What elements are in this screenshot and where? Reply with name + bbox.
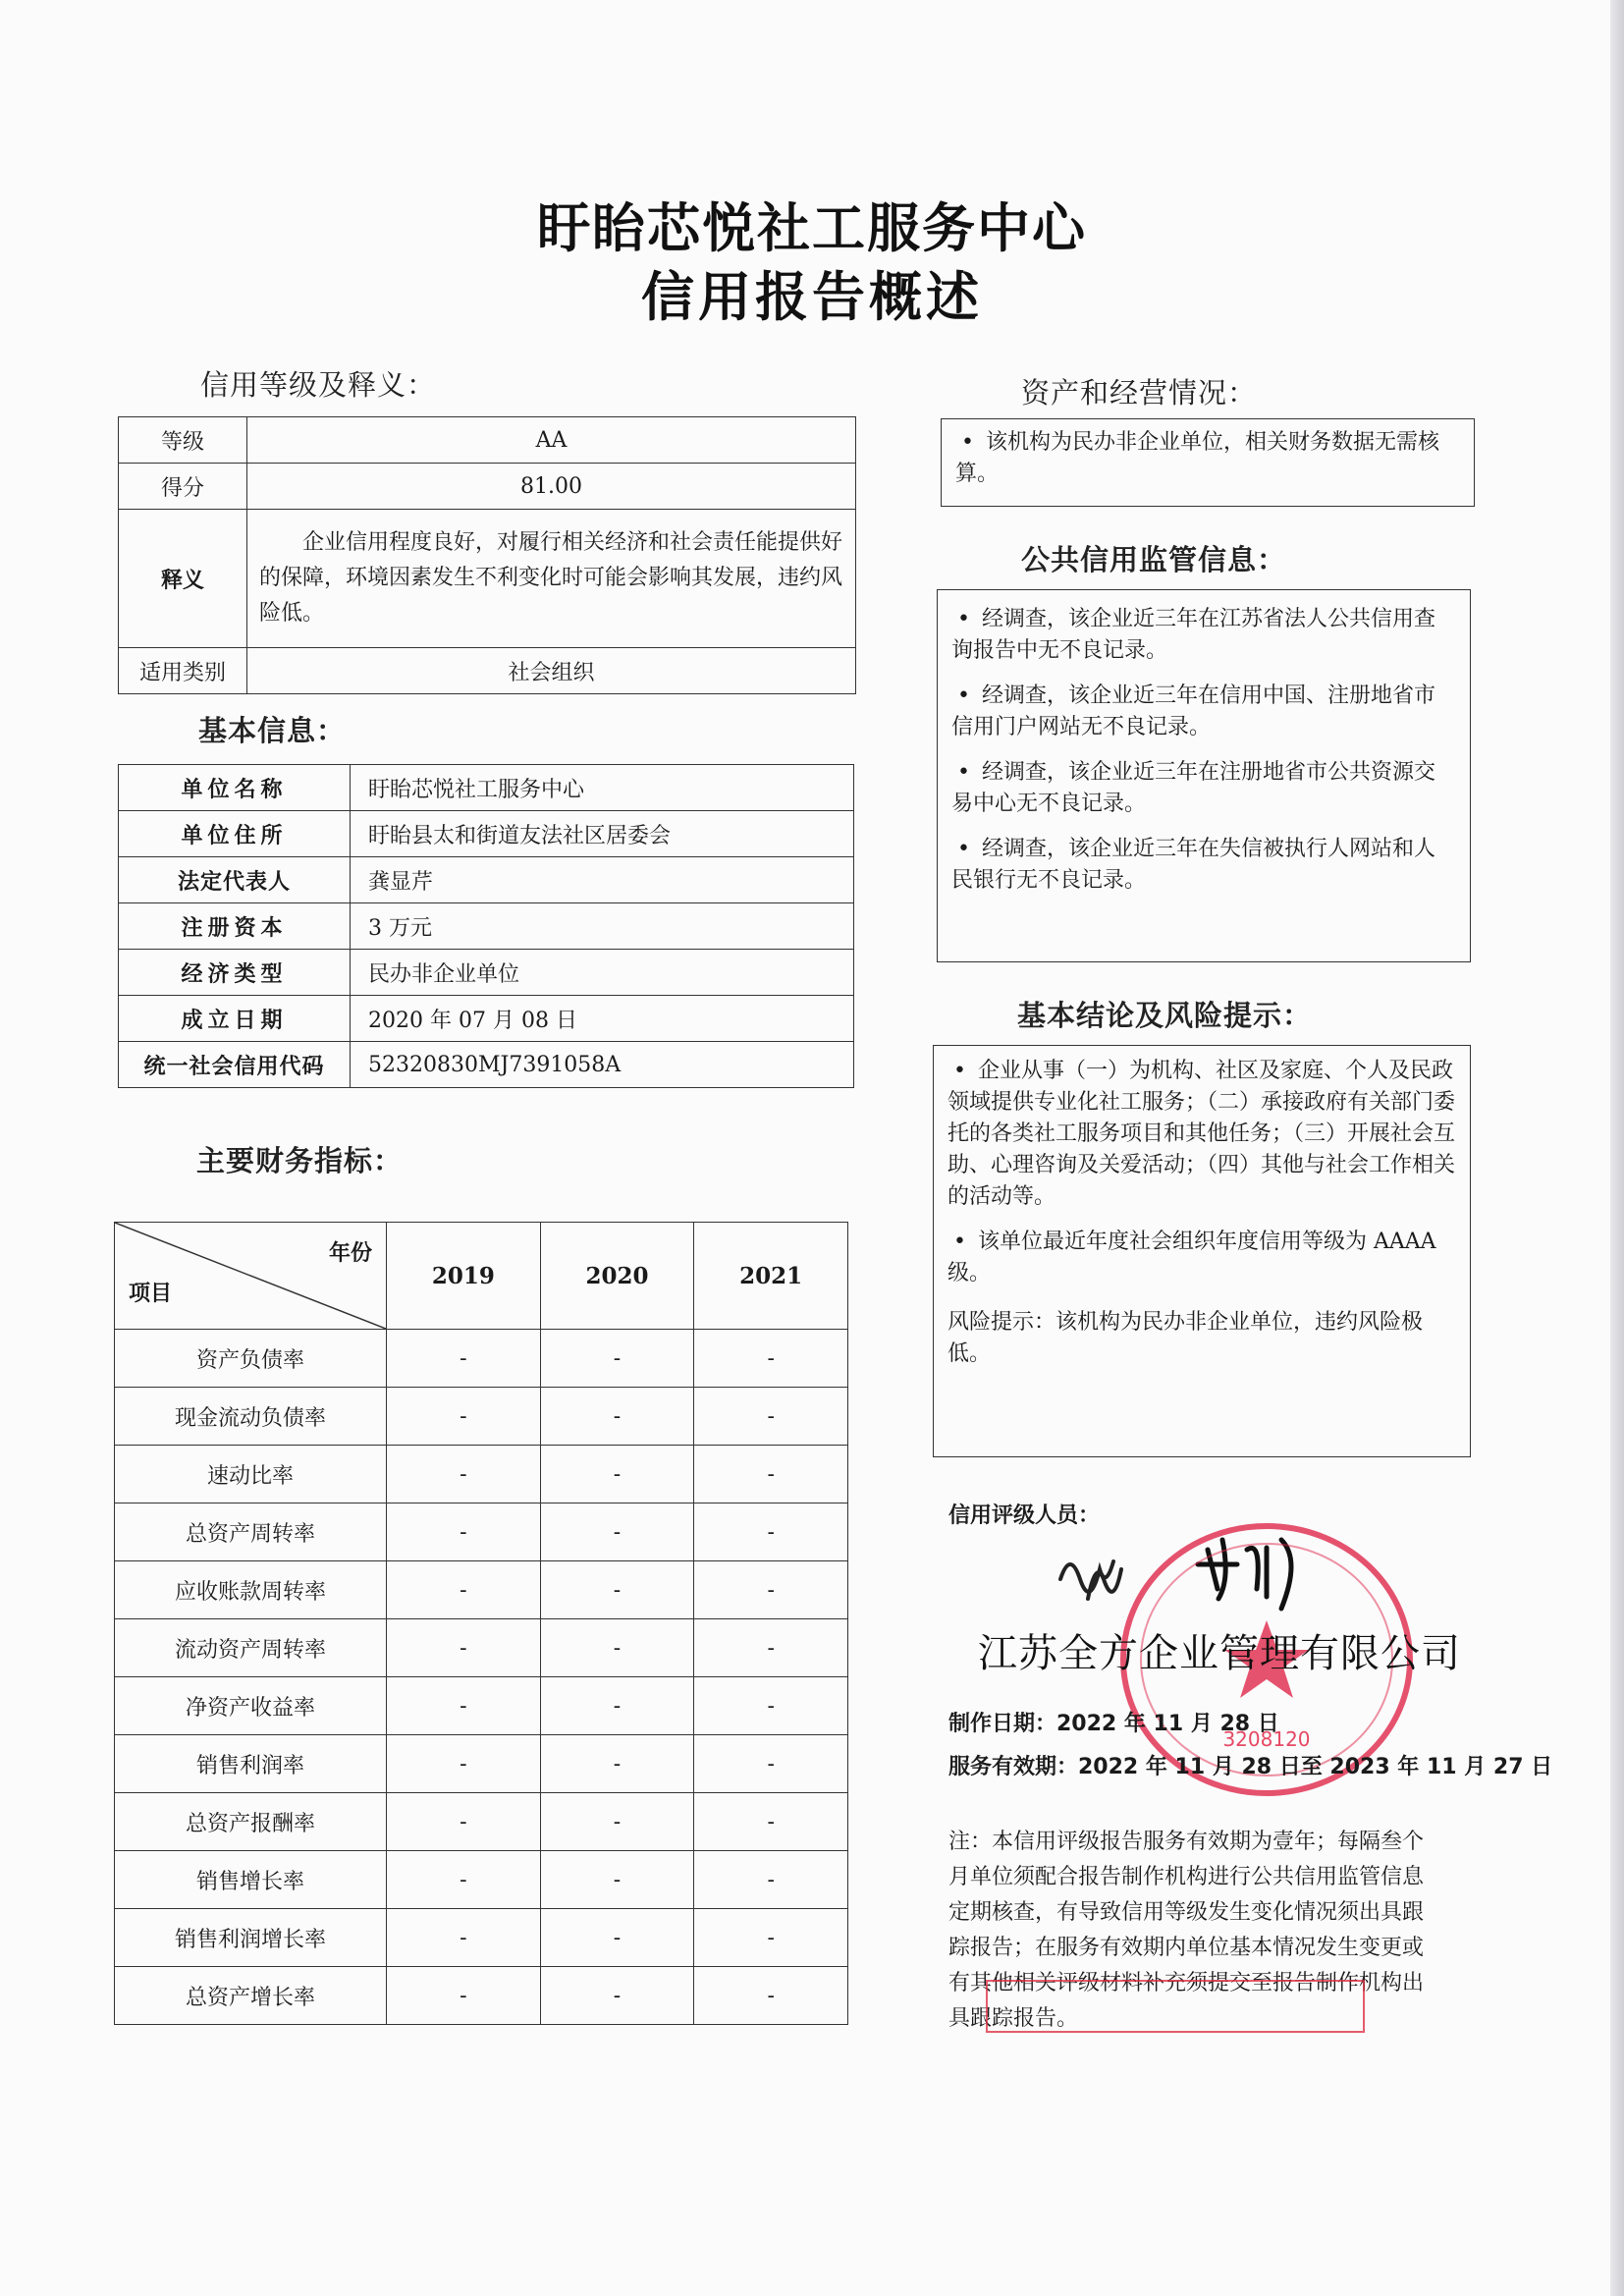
valid-period: 服务有效期：2022 年 11 月 28 日至 2023 年 11 月 27 日 [948,1755,1553,1779]
document-title: 盱眙芯悦社工服务中心 [537,197,1087,259]
indicator-value: - [387,1793,541,1851]
indicator-value: - [540,1388,694,1446]
category-label: 适用类别 [119,648,247,694]
made-date: 制作日期：2022 年 11 月 28 日 [948,1712,1279,1736]
company-name: 江苏全方企业管理有限公司 [978,1631,1461,1676]
indicator-label: 流动资产周转率 [115,1619,387,1677]
assets-box [941,418,1475,507]
indicator-value: - [540,1446,694,1503]
table-row [115,1223,848,1330]
footnote: 注：本信用评级报告服务有效期为壹年；每隔叁个月单位须配合报告制作机构进行公共信用监管信息定期核查，有导致信用等级发生变化情况须出具跟踪报告；在服务有效期内单位基本情况发生变更或有其他相关评级材料补充须提交至报告制作机构出具跟踪报告。 [948,1830,1425,2031]
indicator-value: - [540,1330,694,1388]
indicator-label: 销售利润率 [115,1735,387,1793]
table-row [115,1735,848,1793]
info-label: 法定代表人 [119,857,351,903]
indicator-value: - [387,1330,541,1388]
table-row [115,1619,848,1677]
info-value: 3 万元 [351,903,854,950]
indicator-value: - [694,1735,848,1793]
public-credit-item: • 经调查，该企业近三年在失信被执行人网站和人民银行无不良记录。 [951,834,1456,897]
grade-label: 等级 [119,417,247,464]
table-row [115,1561,848,1619]
public-credit-item: • 经调查，该企业近三年在注册地省市公共资源交易中心无不良记录。 [951,757,1456,820]
table-row [119,648,856,694]
year-header: 2019 [387,1223,541,1330]
table-row [119,950,854,996]
info-value: 52320830MJ7391058A [351,1042,854,1088]
indicator-value: - [694,1677,848,1735]
indicator-value: - [694,1851,848,1909]
table-row [115,1446,848,1503]
indicator-label: 销售增长率 [115,1851,387,1909]
assets-text: • 该机构为民办非企业单位，相关财务数据无需核算。 [955,427,1460,490]
year-header: 2020 [540,1223,694,1330]
indicator-label: 总资产周转率 [115,1503,387,1561]
indicator-value: - [540,1967,694,2025]
credit-grade-heading: 信用等级及释义： [200,368,437,402]
financial-rows [115,1330,848,2025]
table-row [119,811,854,857]
table-row [119,417,856,464]
info-label: 经济类型 [119,950,351,996]
table-row [115,1793,848,1851]
risk-hint: 风险提示：该机构为民办非企业单位，违约风险极低。 [947,1310,1424,1366]
info-value: 2020 年 07 月 08 日 [351,996,854,1042]
year-header: 2021 [694,1223,848,1330]
table-corner [115,1223,387,1330]
table-row [119,996,854,1042]
indicator-value: - [387,1619,541,1677]
indicator-value: - [540,1793,694,1851]
indicator-value: - [694,1909,848,1967]
document-subtitle: 信用报告概述 [641,266,983,328]
public-credit-box [937,589,1471,962]
corner-item-label: 项目 [129,1282,173,1306]
table-row [115,1909,848,1967]
indicator-value: - [387,1909,541,1967]
indicator-value: - [694,1967,848,2025]
indicator-value: - [540,1735,694,1793]
definition-value: 企业信用程度良好，对履行相关经济和社会责任能提供好的保障，环境因素发生不利变化时可能会影响其发展，违约风险低。 [247,510,856,648]
indicator-label: 总资产报酬率 [115,1793,387,1851]
indicator-value: - [387,1677,541,1735]
indicator-value: - [387,1561,541,1619]
indicator-value: - [387,1735,541,1793]
info-value: 盱眙芯悦社工服务中心 [351,765,854,811]
credit-grade-table [118,416,856,694]
table-row [119,510,856,648]
basic-info-table [118,764,854,1088]
info-label: 单位住所 [119,811,351,857]
table-row [119,1042,854,1088]
indicator-value: - [540,1909,694,1967]
seal-code: 3208120 [1222,1727,1311,1751]
indicator-value: - [540,1503,694,1561]
indicator-value: - [540,1677,694,1735]
table-row [115,1851,848,1909]
table-row [115,1503,848,1561]
conclusion-heading: 基本结论及风险提示： [1017,999,1313,1032]
indicator-value: - [694,1503,848,1561]
conclusion-item: • 企业从事（一）为机构、社区及家庭、个人及民政领域提供专业化社工服务；（二）承接政府有关部门委托的各类社工服务项目和其他任务；（三）开展社会互助、心理咨询及关爱活动；（四）其他与社会工作相关的活动等。 [947,1056,1456,1213]
indicator-label: 资产负债率 [115,1330,387,1388]
indicator-label: 应收账款周转率 [115,1561,387,1619]
financial-heading: 主要财务指标： [196,1144,404,1177]
corner-year-label: 年份 [328,1241,372,1266]
score-label: 得分 [119,464,247,510]
grade-value: AA [247,417,856,464]
table-row [115,1967,848,2025]
definition-label: 释义 [119,510,247,648]
public-credit-item: • 经调查，该企业近三年在江苏省法人公共信用查询报告中无不良记录。 [951,604,1456,667]
public-credit-heading: 公共信用监管信息： [1021,543,1287,576]
indicator-value: - [694,1561,848,1619]
indicator-label: 现金流动负债率 [115,1388,387,1446]
conclusion-item: • 该单位最近年度社会组织年度信用等级为 AAAA 级。 [947,1227,1456,1289]
indicator-value: - [694,1619,848,1677]
indicator-label: 总资产增长率 [115,1967,387,2025]
indicator-value: - [387,1446,541,1503]
indicator-value: - [694,1330,848,1388]
table-row [115,1677,848,1735]
assets-heading: 资产和经营情况： [1021,376,1258,410]
financial-table [114,1222,848,2025]
info-value: 龚显芹 [351,857,854,903]
info-label: 单位名称 [119,765,351,811]
category-value: 社会组织 [247,648,856,694]
indicator-value: - [540,1851,694,1909]
indicator-value: - [694,1446,848,1503]
indicator-value: - [387,1388,541,1446]
red-stamp-mark [986,1980,1365,2033]
indicator-value: - [540,1561,694,1619]
indicator-value: - [540,1619,694,1677]
indicator-label: 销售利润增长率 [115,1909,387,1967]
table-row [115,1388,848,1446]
score-value: 81.00 [247,464,856,510]
indicator-value: - [387,1503,541,1561]
basic-info-heading: 基本信息： [198,714,347,747]
table-row [119,765,854,811]
indicator-value: - [694,1388,848,1446]
table-row [119,903,854,950]
info-label: 统一社会信用代码 [119,1042,351,1088]
info-value: 盱眙县太和街道友法社区居委会 [351,811,854,857]
page-edge [1610,0,1624,2296]
info-label: 注册资本 [119,903,351,950]
rater-label: 信用评级人员： [948,1503,1101,1528]
indicator-value: - [694,1793,848,1851]
info-label: 成立日期 [119,996,351,1042]
public-credit-item: • 经调查，该企业近三年在信用中国、注册地省市信用门户网站无不良记录。 [951,681,1456,743]
indicator-value: - [387,1967,541,2025]
conclusion-box [933,1045,1471,1457]
table-row [115,1330,848,1388]
indicator-label: 净资产收益率 [115,1677,387,1735]
info-value: 民办非企业单位 [351,950,854,996]
indicator-label: 速动比率 [115,1446,387,1503]
table-row [119,857,854,903]
table-row [119,464,856,510]
indicator-value: - [387,1851,541,1909]
